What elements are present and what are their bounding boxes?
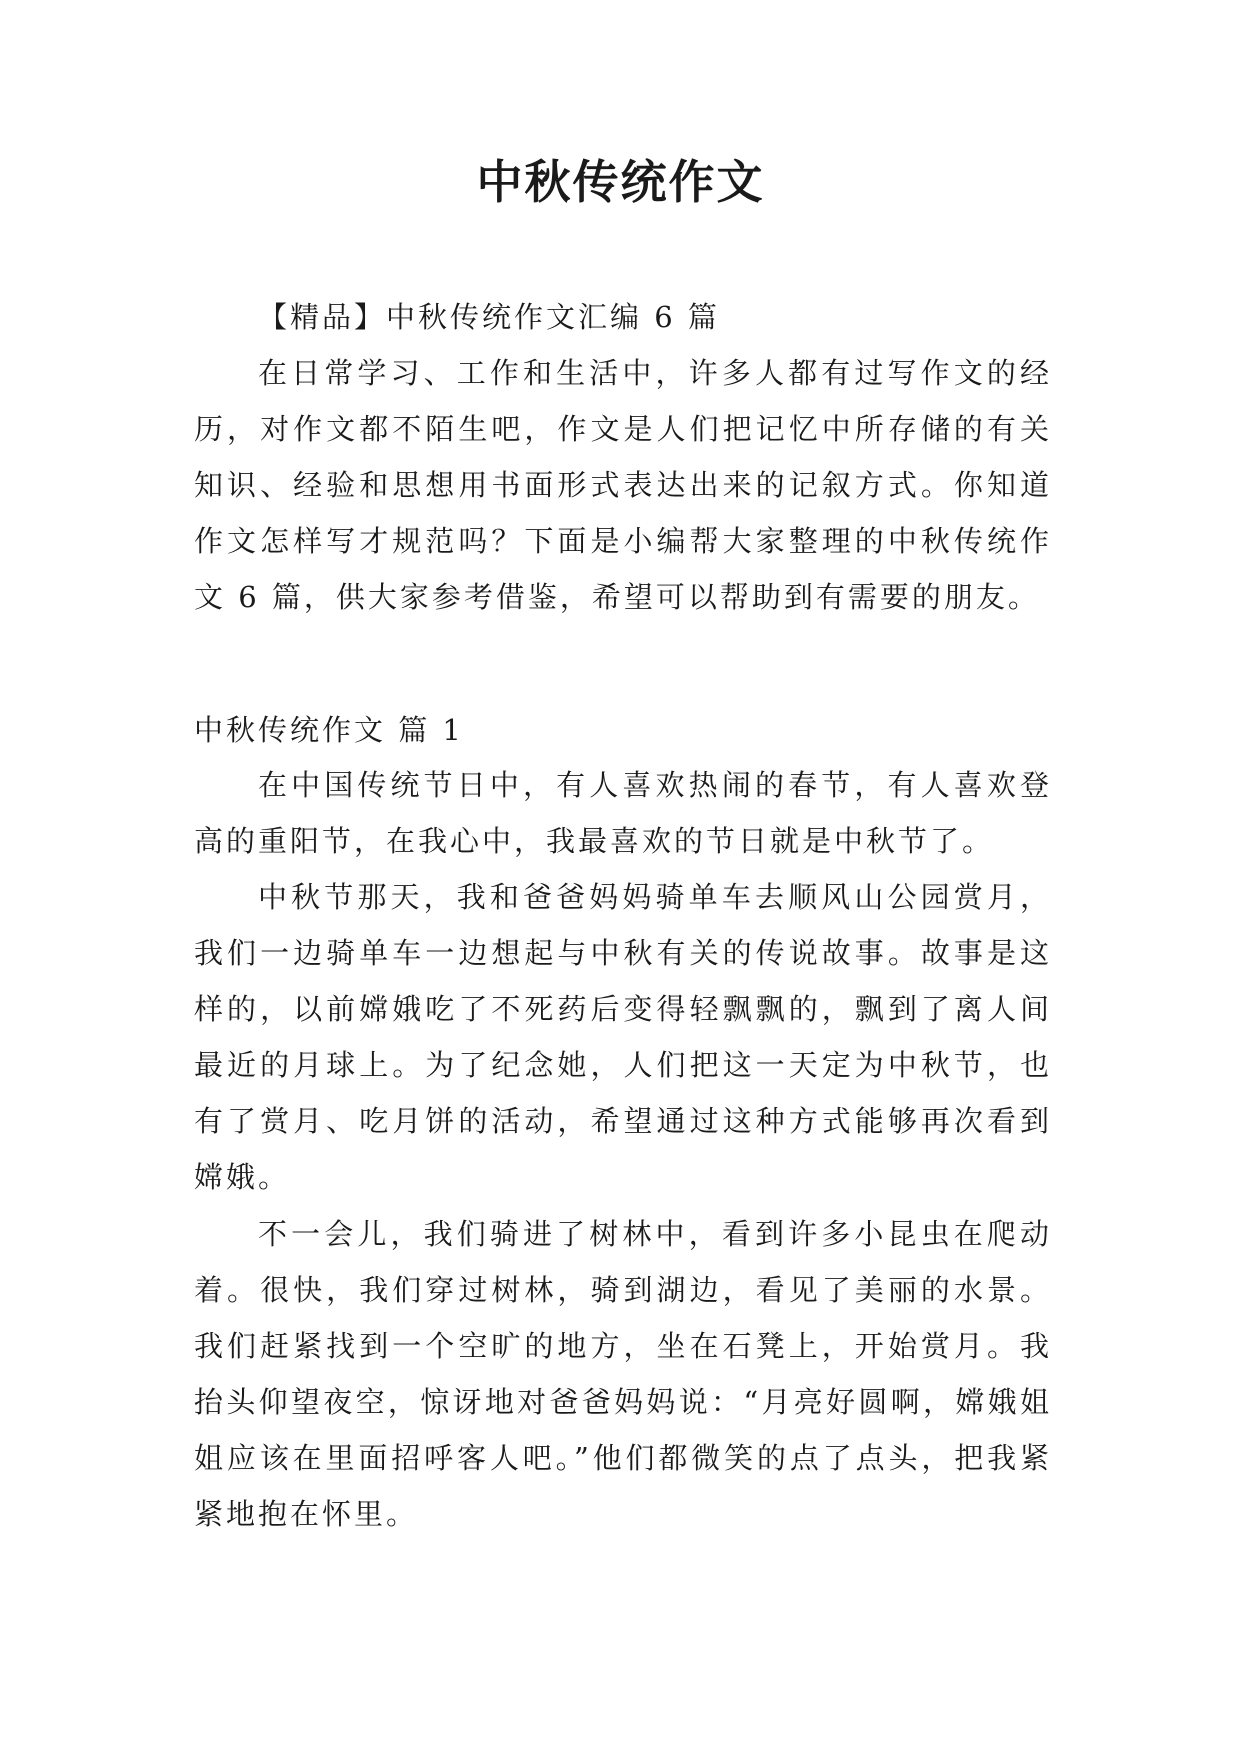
- collection-subtitle: 【精品】中秋传统作文汇编 6 篇: [258, 300, 720, 334]
- essay-paragraph-3: 不一会儿，我们骑进了树林中，看到许多小昆虫在爬动着。很快，我们穿过树林，骑到湖边，看见了美丽的水景。我们赶紧找到一个空旷的地方，坐在石凳上，开始赏月。我抬头仰望夜空，惊讶地对爸爸妈妈说：“月亮好圆啊，嫦娥姐姐应该在里面招呼客人吧。”他们都微笑的点了点头，把我紧紧地抱在怀里。: [194, 1217, 1052, 1531]
- document-title: 中秋传统作文: [476, 155, 765, 209]
- section-heading: 中秋传统作文 篇 1: [194, 713, 464, 747]
- intro-paragraph: 在日常学习、工作和生活中，许多人都有过写作文的经历，对作文都不陌生吧，作文是人们把记忆中所存储的有关知识、经验和思想用书面形式表达出来的记叙方式。你知道作文怎样写才规范吗？下面是小编帮大家整理的中秋传统作文 6 篇，供大家参考借鉴，希望可以帮助到有需要的朋友。: [194, 356, 1052, 614]
- essay-paragraph-1: 在中国传统节日中，有人喜欢热闹的春节，有人喜欢登高的重阳节，在我心中，我最喜欢的节日就是中秋节了。: [194, 768, 1052, 858]
- essay-paragraph-2: 中秋节那天，我和爸爸妈妈骑单车去顺风山公园赏月，我们一边骑单车一边想起与中秋有关的传说故事。故事是这样的，以前嫦娥吃了不死药后变得轻飘飘的，飘到了离人间最近的月球上。为了纪念她，人们把这一天定为中秋节，也有了赏月、吃月饼的活动，希望通过这种方式能够再次看到嫦娥。: [194, 880, 1052, 1194]
